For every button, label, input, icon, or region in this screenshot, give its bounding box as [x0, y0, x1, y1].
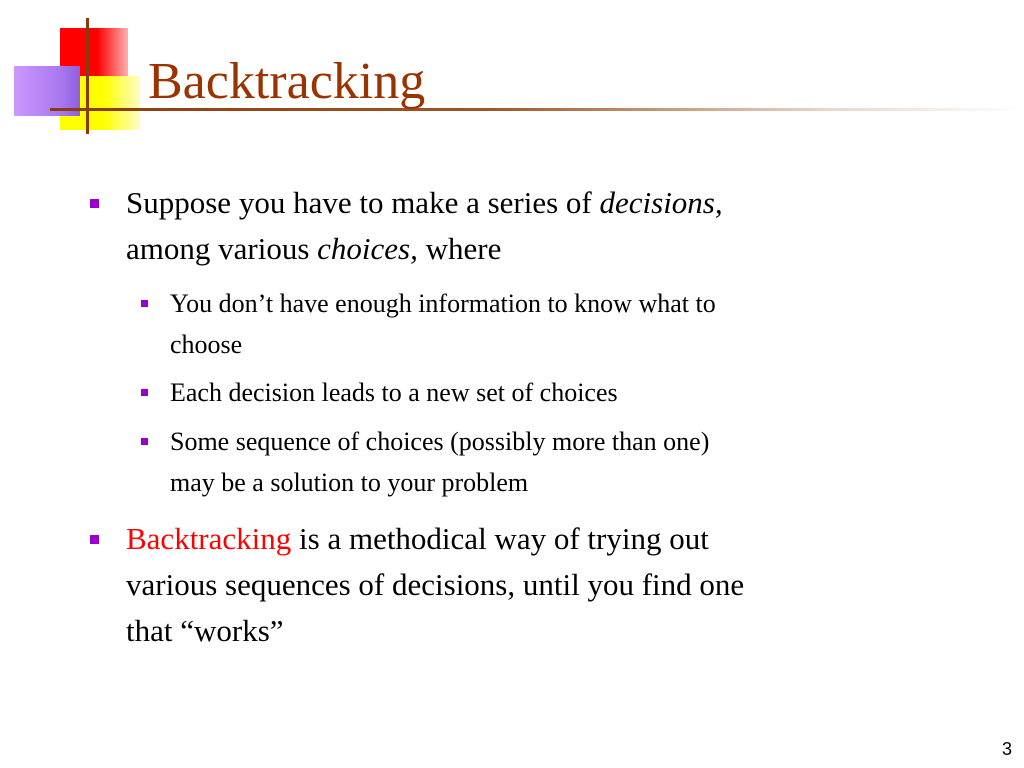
sub-bullet-marker — [141, 300, 148, 307]
sub-bullet-3-line-2: may be a solution to your problem — [170, 468, 529, 497]
sub-bullet-1-line-2: choose — [170, 330, 243, 359]
sub-bullet-1-line-1: You don’t have enough information to know what to — [170, 289, 716, 318]
sub-bullet-3 — [170, 421, 709, 503]
sub-bullet-marker — [141, 389, 148, 396]
bullet-marker — [90, 535, 99, 544]
bullet-1-line-1: Suppose you have to make a series of decisions, — [126, 185, 723, 220]
bullet-2 — [126, 516, 744, 654]
bullet-marker — [90, 199, 99, 208]
sub-bullet-1 — [170, 283, 716, 365]
bullet-2-line-2: various sequences of decisions, until you find one — [126, 567, 745, 602]
page-number: 3 — [1001, 739, 1012, 759]
bullet-1 — [126, 180, 723, 272]
slide-title: Backtracking — [148, 53, 426, 110]
bullet-1-line-2: among various choices, where — [126, 231, 502, 266]
vertical-rule — [86, 18, 89, 134]
sub-bullet-2 — [170, 372, 618, 413]
backtracking-highlight: Backtracking — [126, 521, 292, 556]
bullet-2-line-3: that “works” — [126, 613, 284, 648]
bullet-2-line-1: Backtracking is a methodical way of trying out — [126, 521, 709, 556]
sub-bullet-3-line-1: Some sequence of choices (possibly more than one) — [170, 427, 710, 456]
sub-bullet-marker — [141, 438, 148, 445]
slide-logo-decoration — [0, 0, 140, 140]
sub-bullet-2-line-1: Each decision leads to a new set of choices — [170, 378, 618, 407]
